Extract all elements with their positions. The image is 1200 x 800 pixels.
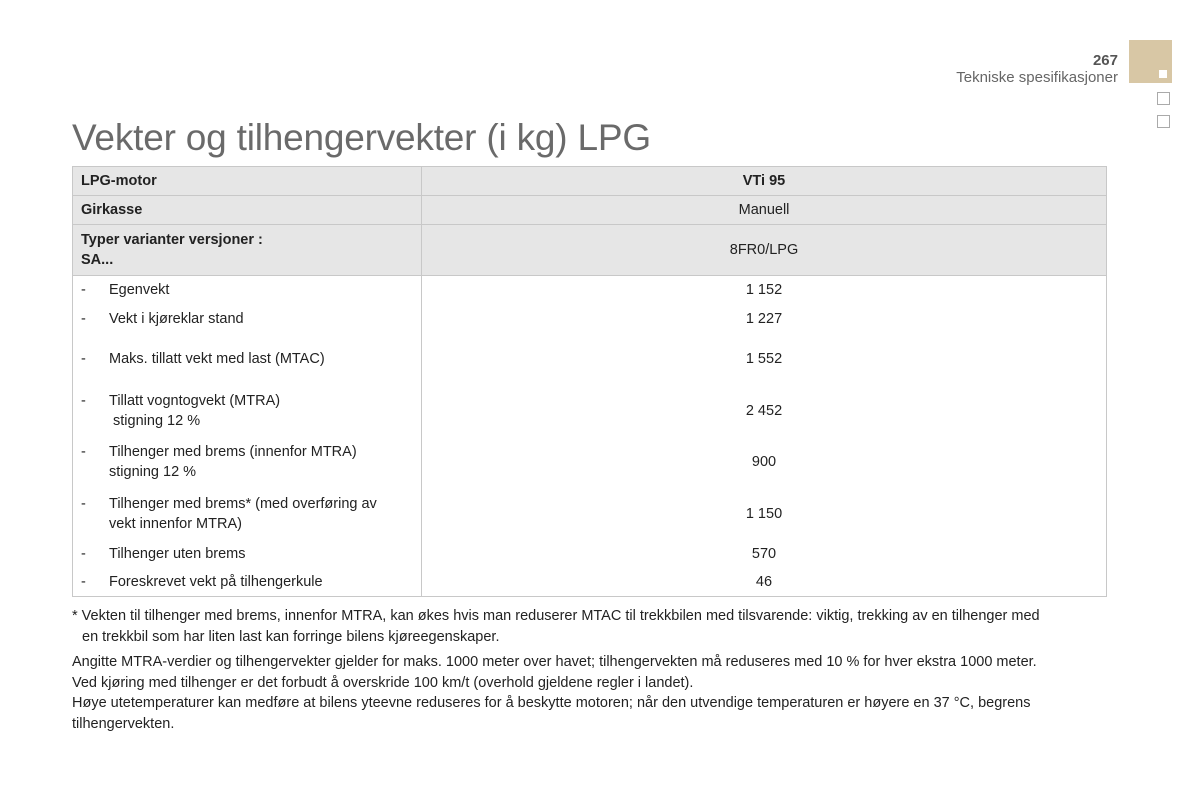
row-label-line1: Tilhenger uten brems (109, 546, 246, 562)
chapter-tab-square-1 (1157, 92, 1170, 105)
variants-label (73, 225, 422, 276)
row-label-line1: Tillatt vogntogvekt (MTRA) (109, 392, 281, 409)
row-label (73, 488, 422, 540)
info-paragraph (72, 652, 1112, 734)
table-row-variants (73, 225, 1107, 276)
table-row (73, 385, 1107, 437)
table-row (73, 488, 1107, 540)
variants-value: 8FR0/LPG (422, 225, 1107, 276)
row-value: 1 227 (422, 305, 1107, 334)
variants-label-line1: Typer varianter versjoner : (81, 232, 263, 248)
row-label-line1: Tilhenger med brems (innenfor MTRA) (109, 444, 357, 460)
footnote-line2: en trekkbil som har liten last kan forringe bilens kjøreegenskaper. (82, 628, 500, 645)
row-value: 570 (422, 540, 1107, 569)
row-value: 1 552 (422, 334, 1107, 385)
row-value: 900 (422, 437, 1107, 488)
row-label (73, 569, 422, 597)
row-value: 2 452 (422, 385, 1107, 437)
row-label (73, 385, 422, 437)
page-number: 267 (1092, 52, 1118, 69)
row-label-line1: Egenvekt (109, 282, 170, 299)
weights-table (72, 166, 1107, 597)
table-row (73, 540, 1107, 569)
info-line4: tilhengervekten. (72, 715, 175, 732)
engine-label: LPG-motor (73, 167, 422, 196)
chapter-tab-marker (1159, 70, 1167, 78)
table-row (73, 305, 1107, 334)
row-value: 1 150 (422, 488, 1107, 540)
gearbox-label: Girkasse (73, 196, 422, 225)
row-label-line1: Tilhenger med brems* (med overføring av (109, 495, 377, 512)
row-label-line1: Vekt i kjøreklar stand (109, 311, 244, 327)
row-dash: - (81, 574, 86, 591)
page-title: Vekter og tilhengervekter (i kg) LPG (72, 117, 651, 158)
info-line3: Høye utetemperaturer kan medføre at bilens yteevne reduseres for å beskytte motoren; når den utvendige temperaturen er høyere en 37 °C, begrens (72, 695, 1031, 711)
section-label: Tekniske spesifikasjoner (956, 69, 1118, 86)
gearbox-value: Manuell (422, 196, 1107, 225)
row-label-line2: stigning 12 % (109, 412, 201, 429)
table-row (73, 437, 1107, 488)
row-label-line2: vekt innenfor MTRA) (109, 515, 242, 532)
table-row-engine (73, 167, 1107, 196)
row-label (73, 305, 422, 334)
row-dash: - (81, 444, 86, 460)
row-dash: - (81, 546, 86, 562)
table-row (73, 276, 1107, 305)
row-label-line1: Foreskrevet vekt på tilhengerkule (109, 574, 323, 591)
engine-value: VTi 95 (422, 167, 1107, 196)
variants-label-line2: SA... (81, 252, 114, 268)
row-value: 1 152 (422, 276, 1107, 305)
info-line1: Angitte MTRA-verdier og tilhengervekter gjelder for maks. 1000 meter over havet; tilhengervekten må reduseres med 10 % for hver ekstra 1000 meter. (72, 654, 1037, 670)
footnote-line1: * Vekten til tilhenger med brems, innenfor MTRA, kan økes hvis man reduserer MTAC til trekkbilen med tilsvarende: viktig, trekking av en tilhenger med (72, 608, 1040, 624)
row-dash: - (81, 495, 86, 512)
row-label (73, 276, 422, 305)
row-dash: - (81, 282, 86, 299)
row-label-line2: stigning 12 % (109, 464, 197, 480)
row-dash: - (81, 311, 86, 327)
chapter-tab-block (1129, 40, 1172, 83)
row-label-line1: Maks. tillatt vekt med last (MTAC) (109, 351, 325, 367)
row-dash: - (81, 351, 86, 367)
row-dash: - (81, 392, 86, 409)
table-row (73, 569, 1107, 597)
row-label (73, 437, 422, 488)
row-label (73, 334, 422, 385)
footnote (72, 606, 1112, 647)
table-row (73, 334, 1107, 385)
chapter-tab-square-2 (1157, 115, 1170, 128)
table-row-gearbox (73, 196, 1107, 225)
row-label (73, 540, 422, 569)
row-value: 46 (422, 569, 1107, 597)
info-line2: Ved kjøring med tilhenger er det forbudt å overskride 100 km/t (overhold gjeldene regler i landet). (72, 674, 694, 691)
